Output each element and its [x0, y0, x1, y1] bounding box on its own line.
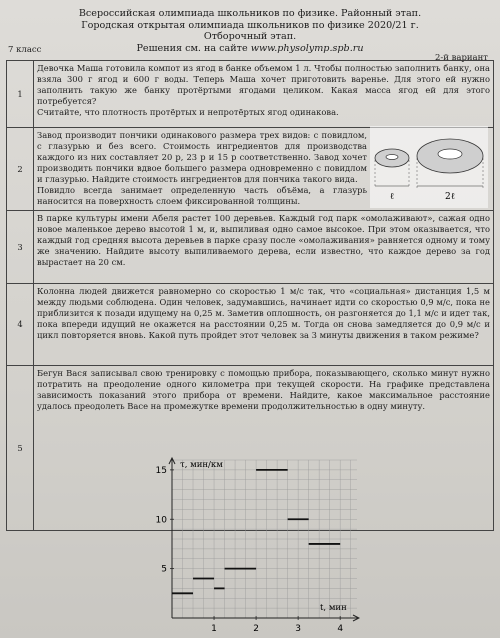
x-tick-label: 4 — [337, 624, 344, 634]
problem-text: Завод производит пончики одинакового размера трех видов: с повидлом, с глазурью и без всего. Стоимость ингредиентов для производства каждого из них составляет 20 р, 23 р и 15 р соответственно. Завод хочет производить пончики вдвое большего размера одновременно с повидлом и глазурью. Найдите стоимость ингредиентов для пончика такого вида. — [37, 130, 367, 184]
y-tick-label: 10 — [155, 515, 167, 526]
y-tick-label: 5 — [161, 564, 167, 575]
x-tick-label: 1 — [211, 624, 217, 634]
small-size-label: ℓ — [389, 192, 395, 202]
problem-body — [34, 211, 494, 284]
problem-text: Девочка Маша готовила компот из ягод в банке объемом 1 л. Чтобы полностью заполнить банку, она взяла 300 г ягод и 600 г воды. Теперь Маша хочет приготовить варенье. Для этого ей нужно заполнить такую же банку протёртыми ягодами целиком. Какая масса ягод ей для этого потребуется? — [37, 63, 490, 106]
problem-row — [7, 211, 494, 284]
problem-row — [7, 284, 494, 366]
pace-chart — [150, 455, 360, 635]
problem-row — [7, 61, 494, 128]
problem-note: Считайте, что плотность протёртых и непротёртых ягод одинакова. — [37, 107, 339, 117]
problem-text: В парке культуры имени Абеля растет 100 деревьев. Каждый год парк «омолаживают», сажая одно новое маленькое дерево высотой 1 м, и, выпиливая одно самое высокое. При этом оказывается, что каждый год средняя высота деревьев в парке сразу после «омолаживания» равняется одному и тому же значению. Найдите высоту выпиливаемого дерева, если известно, что каждое дерево за год вырастает на 20 см. — [37, 213, 490, 267]
header-solutions-text: Решения см. на сайте — [136, 42, 248, 54]
problem-note: Повидло всегда занимает определенную часть объёма, а глазурь наносится на поверхность слоем фиксированной толщины. — [37, 185, 367, 206]
x-tick-label: 2 — [253, 624, 259, 634]
problem-text: Колонна людей движется равномерно со скоростью 1 м/с так, что «социальная» дистанция 1,5 м между людьми соблюдена. Один человек, задумавшись, начинает идти со скоростью 0,9 м/с, пока не приблизится к позади идущему на 0,25 м. Заметив оплошность, он разгоняется до 1,1 м/с и идет так, пока впереди идущий не окажется на расстоянии 0,25 м. Тогда он снова замедляется до 0,9 м/с и цикл повторяется вновь. Какой путь пройдет этот человек за 3 минуты движения в таком режиме? — [37, 286, 490, 340]
variant-label: 2-й вариант — [434, 53, 488, 63]
problem-number: 4 — [7, 284, 34, 366]
header — [60, 8, 440, 54]
large-donut-hole — [438, 149, 462, 159]
problem-number: 5 — [7, 366, 34, 531]
x-tick-label: 3 — [295, 624, 302, 634]
header-line-1: Всероссийская олимпиада школьников по физике. Районный этап. — [78, 8, 422, 19]
donut-figure — [370, 126, 488, 208]
y-axis-label: τ, мин/км — [180, 460, 223, 470]
problem-text: Бегун Вася записывал свою тренировку с помощью прибора, показывающего, сколько минут нужно потратить на преодоление одного километра при текущей скорости. На графике представлена зависимость показаний этого прибора от времени. Найдите, какое максимальное расстояние удалось преодолеть Васе на промежутке времени продолжительностью в одну минуту. — [37, 368, 490, 411]
header-line-2: Городская открытая олимпиада школьников по физике 2020/21 г. Отборочный этап. — [81, 19, 419, 42]
grade-label: 7 класс — [8, 45, 42, 55]
small-donut-hole — [386, 155, 398, 160]
y-tick-label: 15 — [155, 465, 167, 476]
problem-body — [34, 284, 494, 366]
large-size-label: 2ℓ — [444, 192, 456, 202]
problem-number: 2 — [7, 128, 34, 211]
problem-number: 1 — [7, 61, 34, 128]
x-axis-label: t, мин — [320, 603, 347, 613]
header-line-3 — [60, 43, 440, 55]
website-link[interactable]: www.physolymp.spb.ru — [250, 42, 364, 54]
problem-body — [34, 61, 494, 128]
problem-number: 3 — [7, 211, 34, 284]
